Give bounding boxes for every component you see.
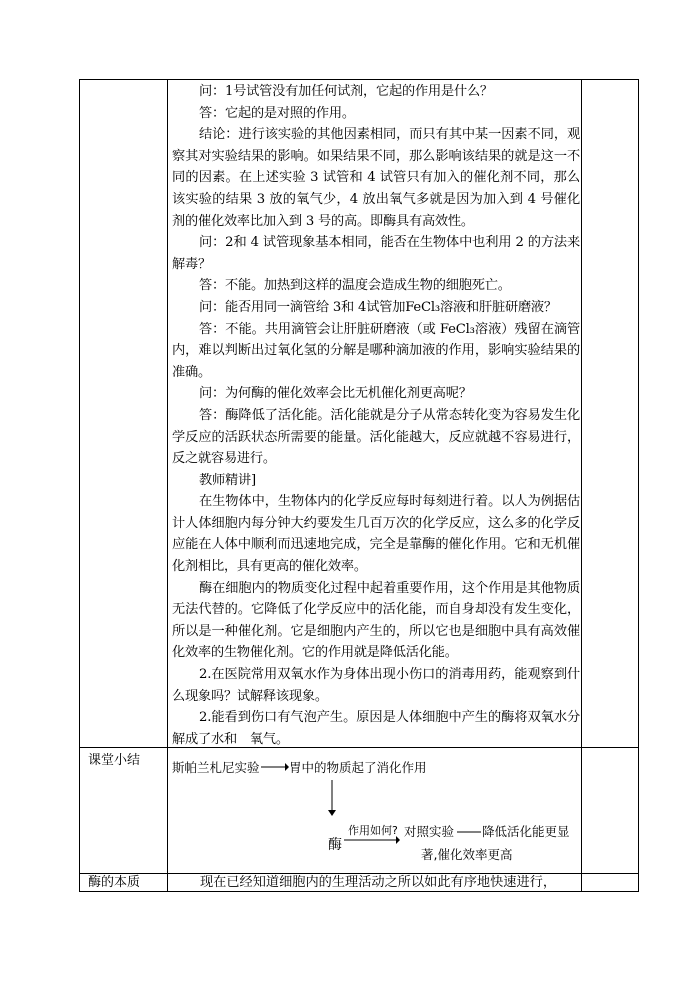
conclusion-paragraph: 结论：进行该实验的其他因素相同，而只有其中某一因素不同，观察其对实验结果的影响。如果结果不同，那么影响该结果的就是这一不同的因素。在上述实验 3 试管和 4 试管只有加入的催化剂不同，那么该实验的结果 3 放的氧气少，4 放出氧气多就是因为加入到 4 号催化剂的催化效率比加入到 3 号的高。即酶具有高效性。	[172, 127, 580, 229]
arrow-right-icon	[259, 757, 289, 777]
summary-stomach-result: 胃中的物质起了消化作用	[289, 760, 427, 775]
answer-1: 答：它起的是对照的作用。	[199, 105, 355, 121]
answer-4: 答：酶降低了活化能。活化能就是分子从常态转化变为容易发生化学反应的活跃状态所需要的能量。活化能越大，反应就越不容易进行，反之就容易进行。	[172, 407, 580, 467]
question-2: 问：2和 4 试管现象基本相同，能否在生物体中也利用 2 的方法来解毒？	[172, 235, 580, 272]
summary-conclusion-line1: 降低活化能更显	[482, 824, 570, 839]
lesson-body	[172, 81, 580, 750]
essence-text: 现在已经知道细胞内的生理活动之所以如此有序地快速进行，	[200, 875, 557, 890]
teacher-explanation-2: 酶在细胞内的物质变化过程中起着重要作用，这个作用是其他物质无法代替的。它降低了化学反应中的活化能，而自身却没有发生变化，所以是一种催化剂。它是细胞内产生的，所以它也是细胞中具有高效催化效率的生物催化剂。它的作用就是降低活化能。	[172, 580, 580, 661]
arrow-down-icon	[326, 778, 338, 816]
summary-row-label: 课堂小结	[88, 753, 141, 768]
teacher-explanation-1: 在生物体中，生物体内的化学反应每时每刻进行着。以人为例据估计人体细胞内每分钟大约要发生几百万次的化学反应，这么多的化学反应能在人体中顺利而迅速地完成，完全是靠酶的催化作用。它和无机催化剂相比，具有更高的催化效率。	[172, 494, 580, 575]
answer-3: 答：不能。共用滴管会让肝脏研磨液（或 FeCl₃溶液）残留在滴管内，难以判断出过氧化氢的分解是哪种滴加液的作用，影响实验结果的准确。	[172, 321, 580, 380]
arrow-right-icon	[344, 834, 400, 846]
column-divider-left	[167, 80, 168, 891]
essence-row-label: 酶的本质	[88, 875, 141, 890]
exercise-question: 2.在医院常用双氧水作为身体出现小伤口的消毒用药，能观察到什么现象吗？试解释该现象。	[172, 667, 580, 704]
teacher-explanation-heading: 教师精讲]	[199, 472, 256, 488]
summary-question: 作用如何?	[348, 824, 398, 837]
answer-2: 答：不能。加热到这样的温度会造成生物的细胞死亡。	[199, 278, 511, 294]
dash-connector	[456, 822, 482, 842]
summary-experiment: 斯帕兰札尼实验	[172, 760, 260, 775]
summary-enzyme: 酶	[328, 837, 342, 853]
summary-conclusion-line2: 著,催化效率更高	[421, 847, 513, 862]
question-1: 问：1号试管没有加任何试剂，它起的作用是什么？	[199, 84, 493, 99]
column-divider-right	[581, 80, 582, 891]
exercise-answer: 2.能看到伤口有气泡产生。原因是人体细胞中产生的酶将双氧水分解成了水和 氧气。	[172, 710, 580, 747]
question-4: 问：为何酶的催化效率会比无机催化剂更高呢？	[199, 386, 472, 402]
summary-control-experiment: 对照实验	[404, 824, 455, 839]
question-3: 问：能否用同一滴管给 3和 4试管加FeCl₃溶液和肝脏研磨液？	[199, 299, 557, 315]
